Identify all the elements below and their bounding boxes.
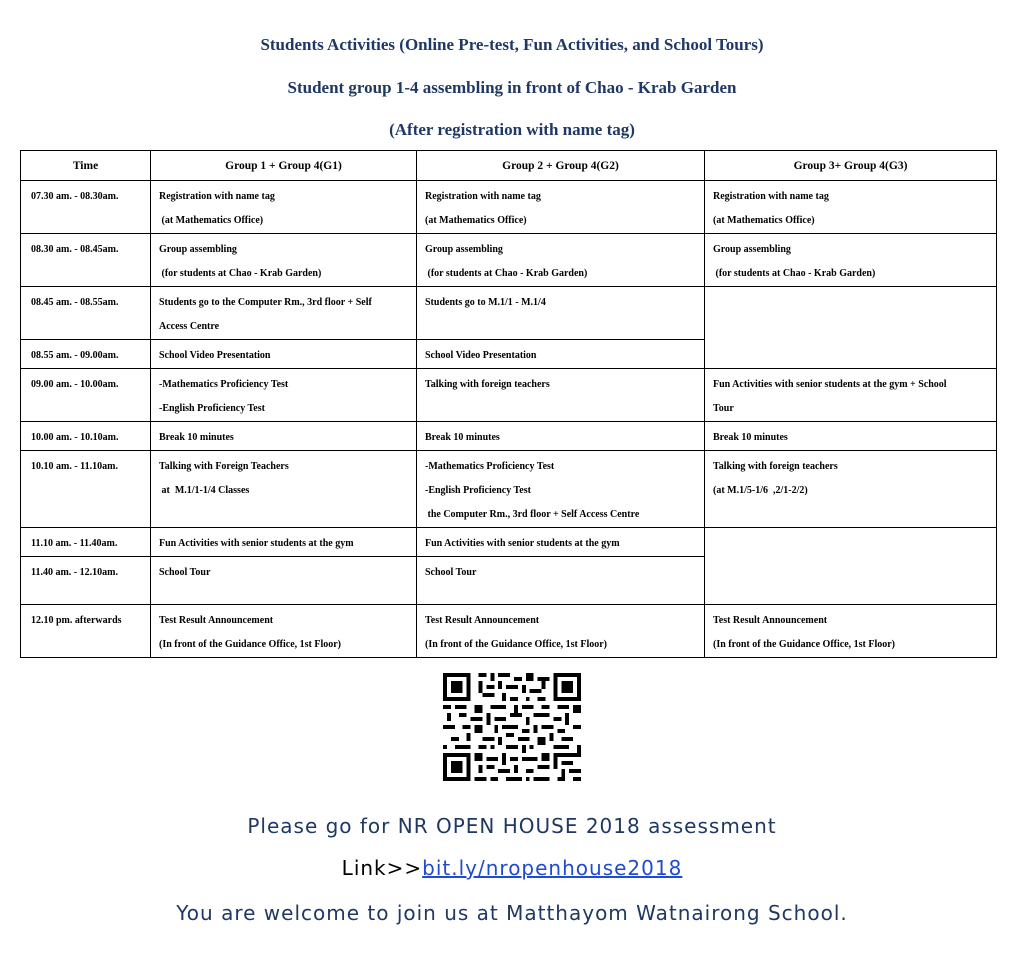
assessment-link[interactable]: bit.ly/nropenhouse2018 — [422, 856, 683, 880]
group1-cell — [151, 234, 417, 287]
table-row — [21, 422, 997, 451]
activity-text: School Video Presentation — [159, 350, 271, 361]
page-title: Students Activities (Online Pre-test, Fun Activities, and School Tours) — [260, 35, 764, 54]
group1-cell — [151, 528, 417, 557]
link-prefix: Link>> — [341, 856, 423, 880]
group2-cell — [417, 451, 705, 528]
page-note: (After registration with name tag) — [389, 120, 635, 139]
group2-cell — [417, 528, 705, 557]
activity-text: Students go to the Computer Rm., 3rd floor + Self — [159, 297, 372, 308]
page-subtitle: Student group 1-4 assembling in front of Chao - Krab Garden — [287, 78, 737, 97]
time-cell — [21, 605, 151, 658]
activity-text: Group assembling — [713, 244, 791, 255]
activity-text: Break 10 minutes — [425, 432, 500, 443]
time-cell — [21, 234, 151, 287]
time-cell — [21, 287, 151, 340]
time-cell — [21, 340, 151, 369]
assessment-link-line — [0, 856, 1024, 880]
activity-text: Students go to M.1/1 - M.1/4 — [425, 297, 546, 308]
activity-text: Fun Activities with senior students at the gym — [425, 538, 620, 549]
time-text: 09.00 am. - 10.00am. — [31, 379, 119, 390]
time-cell — [21, 557, 151, 605]
activity-text: Talking with foreign teachers — [713, 461, 838, 472]
group2-cell — [417, 181, 705, 234]
time-text: 11.40 am. - 12.10am. — [31, 567, 118, 578]
column-header-group1: Group 1 + Group 4(G1) — [151, 151, 417, 181]
activity-text: (at Mathematics Office) — [713, 215, 815, 226]
group1-cell — [151, 605, 417, 658]
group3-cell — [705, 181, 997, 234]
activity-text: the Computer Rm., 3rd floor + Self Access Centre — [425, 509, 640, 520]
table-row — [21, 451, 997, 528]
activity-text: Registration with name tag — [159, 191, 275, 202]
group2-cell — [417, 422, 705, 451]
column-header-time: Time — [21, 151, 151, 181]
activity-text: (at Mathematics Office) — [425, 215, 527, 226]
activity-text: at M.1/1-1/4 Classes — [159, 485, 250, 496]
activity-text: Fun Activities with senior students at the gym — [159, 538, 354, 549]
time-text: 07.30 am. - 08.30am. — [31, 191, 119, 202]
activity-text: School Tour — [425, 567, 477, 578]
group1-cell — [151, 451, 417, 528]
activity-text: (for students at Chao - Krab Garden) — [425, 268, 588, 279]
activity-text: (at Mathematics Office) — [159, 215, 264, 226]
assessment-text: Please go for NR OPEN HOUSE 2018 assessment — [247, 814, 777, 838]
time-cell — [21, 422, 151, 451]
activity-text: Test Result Announcement — [425, 615, 540, 626]
group2-cell — [417, 369, 705, 422]
activity-text: Access Centre — [159, 321, 220, 332]
schedule-table — [20, 150, 997, 658]
activity-text: (for students at Chao - Krab Garden) — [713, 268, 876, 279]
activity-text: (at M.1/5-1/6 ,2/1-2/2) — [713, 485, 808, 496]
column-header-group3: Group 3+ Group 4(G3) — [705, 151, 997, 181]
table-row — [21, 528, 997, 557]
activity-text: (In front of the Guidance Office, 1st Floor) — [159, 639, 342, 650]
group2-cell — [417, 340, 705, 369]
group3-cell-empty — [705, 287, 997, 369]
activity-text: Talking with foreign teachers — [425, 379, 550, 390]
welcome-text: You are welcome to join us at Matthayom Watnairong School. — [176, 901, 848, 925]
activity-text: Fun Activities with senior students at the gym + School — [713, 379, 947, 390]
table-row — [21, 287, 997, 340]
activity-text: Break 10 minutes — [159, 432, 234, 443]
table-row — [21, 605, 997, 658]
time-cell — [21, 369, 151, 422]
group2-cell — [417, 605, 705, 658]
qr-code-icon[interactable] — [443, 673, 581, 781]
time-text: 08.55 am. - 09.00am. — [31, 350, 119, 361]
time-text: 10.00 am. - 10.10am. — [31, 432, 119, 443]
activity-text: -English Proficiency Test — [159, 403, 265, 414]
activity-text: Registration with name tag — [713, 191, 829, 202]
group1-cell — [151, 557, 417, 605]
group3-cell — [705, 451, 997, 528]
table-row — [21, 369, 997, 422]
table-header-row — [21, 151, 997, 181]
activity-text: Test Result Announcement — [159, 615, 274, 626]
group1-cell — [151, 287, 417, 340]
time-cell — [21, 451, 151, 528]
time-text: 10.10 am. - 11.10am. — [31, 461, 118, 472]
time-text: 11.10 am. - 11.40am. — [31, 538, 118, 549]
group3-cell-empty — [705, 528, 997, 605]
table-row — [21, 181, 997, 234]
activity-text: (In front of the Guidance Office, 1st Floor) — [425, 639, 608, 650]
activity-text: Break 10 minutes — [713, 432, 788, 443]
group3-cell — [705, 605, 997, 658]
group3-cell — [705, 234, 997, 287]
activity-text: (for students at Chao - Krab Garden) — [159, 268, 322, 279]
time-text: 08.30 am. - 08.45am. — [31, 244, 119, 255]
activity-text: -Mathematics Proficiency Test — [159, 379, 289, 390]
activity-text: Registration with name tag — [425, 191, 541, 202]
group1-cell — [151, 340, 417, 369]
activity-text: School Video Presentation — [425, 350, 537, 361]
group1-cell — [151, 422, 417, 451]
activity-text: Group assembling — [425, 244, 503, 255]
table-row — [21, 234, 997, 287]
group2-cell — [417, 287, 705, 340]
group2-cell — [417, 234, 705, 287]
group1-cell — [151, 181, 417, 234]
group1-cell — [151, 369, 417, 422]
group2-cell — [417, 557, 705, 605]
group3-cell — [705, 369, 997, 422]
activity-text: Group assembling — [159, 244, 237, 255]
activity-text: (In front of the Guidance Office, 1st Floor) — [713, 639, 896, 650]
time-text: 12.10 pm. afterwards — [31, 615, 122, 626]
activity-text: Test Result Announcement — [713, 615, 828, 626]
activity-text: Talking with Foreign Teachers — [159, 461, 289, 472]
time-cell — [21, 528, 151, 557]
time-text: 08.45 am. - 08.55am. — [31, 297, 119, 308]
activity-text: -English Proficiency Test — [425, 485, 531, 496]
column-header-group2: Group 2 + Group 4(G2) — [417, 151, 705, 181]
activity-text: -Mathematics Proficiency Test — [425, 461, 555, 472]
group3-cell — [705, 422, 997, 451]
activity-text: Tour — [713, 403, 734, 414]
time-cell — [21, 181, 151, 234]
activity-text: School Tour — [159, 567, 211, 578]
